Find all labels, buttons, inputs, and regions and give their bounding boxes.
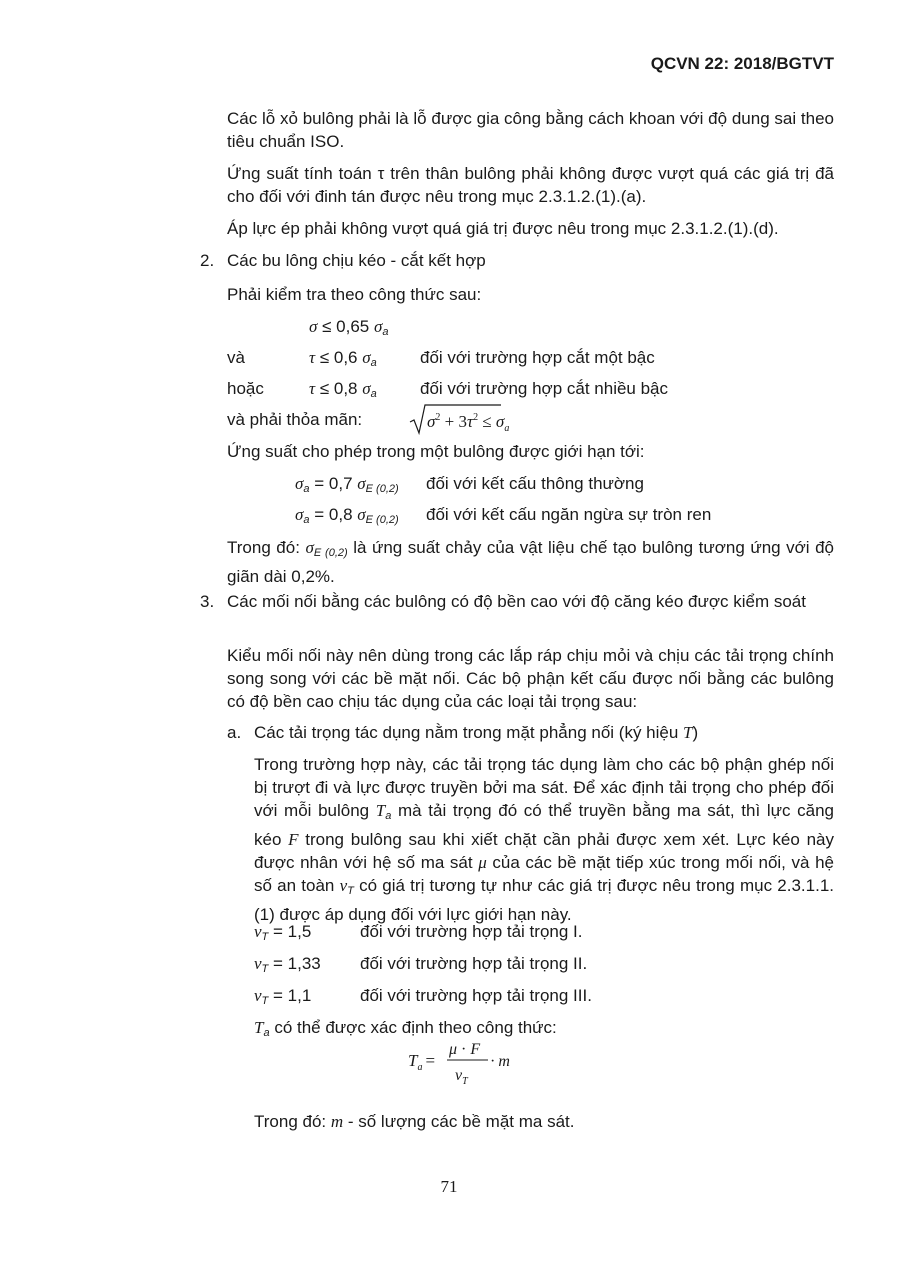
sigma-a-symbol: σ [362,379,371,398]
nu-symbol: ν [254,986,262,1005]
subscript-e02: E (0,2) [313,547,348,559]
subscript-e02: E (0,2) [365,483,399,495]
formula-tau-single [309,346,377,375]
check-intro: Phải kiểm tra theo công thức sau: [227,285,482,304]
safety-factor-row [254,984,311,1013]
subscript-t: T [261,963,269,975]
item-3-title: Các mối nối bằng các bulông có độ bền cao với độ căng kéo được kiểm soát [227,592,806,611]
formula-lead-or: hoặc [227,379,264,398]
text-run: của các bề mặt tiếp xúc trong mối nối, và hệ số an toàn [254,853,834,895]
svg-text:Ta=: $T_a$ = [408,1051,436,1073]
subscript-t: T [261,995,269,1007]
svg-text:·m: · m [490,1053,510,1070]
subitem-a-title [254,721,698,744]
subscript-a: a [382,326,389,338]
formula-relation: ≤ 0,6 [315,348,363,367]
where-lead: Trong đó: [254,1112,331,1131]
paragraph-joint-type: Kiểu mối nối này nên dùng trong các lắp ráp chịu mỏi và chịu các tải trọng chính song song với các bề mặt nối. Các bộ phận kết cấu được nối bằng các bulông có độ bền cao chịu tác dụng của các loại tải trọng sau: [227,646,834,711]
item-2-number: 2. [200,251,215,270]
mu-symbol: μ [478,853,487,872]
subscript-a: a [370,357,377,369]
where-text: - số lượng các bề mặt ma sát. [343,1112,575,1131]
item-3-number: 3. [200,592,215,611]
svg-text:νT: $\nu_T$ [455,1067,468,1087]
safety-factor-desc: đối với trường hợp tải trọng I. [360,922,583,941]
subscript-t: T [347,885,354,897]
subscript-t: T [261,931,269,943]
where-friction-surfaces [254,1110,574,1133]
ta-symbol: T [254,1018,264,1037]
tau-symbol: τ [309,379,316,398]
ta-formula [402,1036,522,1088]
text-run: Trong trường hợp này, các tải trọng tác dụng làm cho các bộ phận ghép nối bị trượt đi và lực được truyền bởi ma sát. Để xác định tải trọng cho phép đối với mỗi bulông [254,755,834,820]
sigma-e-symbol: σ [305,538,314,557]
allowable-stress-normal [295,472,399,501]
satisfy-label: và phải thỏa mãn: [227,410,363,429]
sigma-a-symbol: σ [362,348,371,367]
subscript-a: a [303,483,310,495]
ta-intro-text: có thể được xác định theo công thức: [269,1018,557,1037]
subscript-a: a [303,514,310,526]
formula-desc-single-shear: đối với trường hợp cắt một bậc [420,348,655,367]
t-symbol: T [683,723,693,742]
formula-relation: ≤ 0,8 [315,379,363,398]
sigma-e-symbol: σ [357,505,366,524]
formula-relation: ≤ 0,65 [317,317,374,336]
safety-factor-row [254,952,321,981]
sigma-symbol: σ [309,317,318,336]
subscript-e02: E (0,2) [365,514,399,526]
paragraph-bearing-pressure: Áp lực ép phải không vượt quá giá trị được nêu trong mục 2.3.1.2.(1).(d). [227,219,779,238]
subscript-a: a [263,1027,270,1039]
safety-factor-desc: đối với trường hợp tải trọng II. [360,954,588,973]
sigma-a-symbol: σ [373,317,383,336]
coefficient: = 0,8 [309,505,358,524]
subscript-a: a [385,810,392,822]
factor-value: = 1,33 [268,954,321,973]
f-symbol: F [288,830,299,849]
where-text: là ứng suất chảy của vật liệu chế tạo bulông tương ứng với độ giãn dài 0,2%. [227,538,834,586]
svg-text:σ2 + 3τ2 ≤ σa: $\sigma^2 + 3\tau^2 \le \sigma_a$ [427,412,510,434]
text-run: mà tải trọng đó có thể truyền bằng ma sát, thì lực căng kéo [254,801,834,849]
sigma-e-symbol: σ [357,474,366,493]
subitem-a-text: Các tải trọng tác dụng nằm trong mặt phẳng nối (ký hiệu [254,723,684,742]
document-header: QCVN 22: 2018/BGTVT [650,54,834,73]
factor-value: = 1,1 [268,986,312,1005]
ta-symbol: T [375,801,386,820]
factor-value: = 1,5 [268,922,312,941]
subitem-a-letter: a. [227,723,242,742]
coefficient: = 0,7 [309,474,358,493]
allow-intro: Ứng suất cho phép trong một bulông được giới hạn tới: [227,442,645,461]
allowable-desc-normal: đối với kết cấu thông thường [426,474,644,493]
formula-sigma-limit [309,315,389,344]
text-run: trong bulông sau khi xiết chặt cần phải được xem xét. Lực kéo này được nhân với hệ số ma sát [254,830,834,872]
nu-symbol: ν [339,876,348,895]
subscript-a: a [370,388,377,400]
paragraph-friction-transfer [254,753,834,926]
subitem-a-close: ) [692,723,699,742]
page-number: 71 [440,1177,458,1196]
formula-tau-multi [309,377,377,406]
where-lead: Trong đó: [227,538,306,557]
text-run: có giá trị tương tự như các giá trị được nêu trong mục 2.3.1.1.(1) được áp dụng đối với lực giới hạn này. [254,876,835,924]
nu-symbol: ν [254,954,262,973]
sigma-a-symbol: σ [295,505,304,524]
nu-symbol: ν [254,922,262,941]
tau-symbol: τ [309,348,316,367]
svg-text:μ · F: μ · F [449,1041,481,1058]
safety-factor-row [254,920,311,949]
safety-factor-desc: đối với trường hợp tải trọng III. [360,986,592,1005]
paragraph-shear-stress: Ứng suất tính toán τ trên thân bulông phải không được vượt quá các giá trị đã cho đối với đinh tán được nêu trong mục 2.3.1.2.(1).(a). [227,164,834,206]
m-symbol: m [330,1112,344,1131]
formula-desc-multi-shear: đối với trường hợp cắt nhiều bậc [420,379,669,398]
item-2-title: Các bu lông chịu kéo - cắt kết hợp [227,251,486,270]
paragraph-bolt-holes: Các lỗ xỏ bulông phải là lỗ được gia công bằng cách khoan với độ dung sai theo tiêu chuẩn ISO. [227,109,834,151]
combined-stress-formula [408,402,548,436]
allowable-stress-thread [295,503,399,532]
formula-lead-and: và [227,348,245,367]
sigma-a-symbol: σ [295,474,304,493]
allowable-desc-thread: đối với kết cấu ngăn ngừa sự tròn ren [426,505,712,524]
where-yield-stress [227,536,834,588]
